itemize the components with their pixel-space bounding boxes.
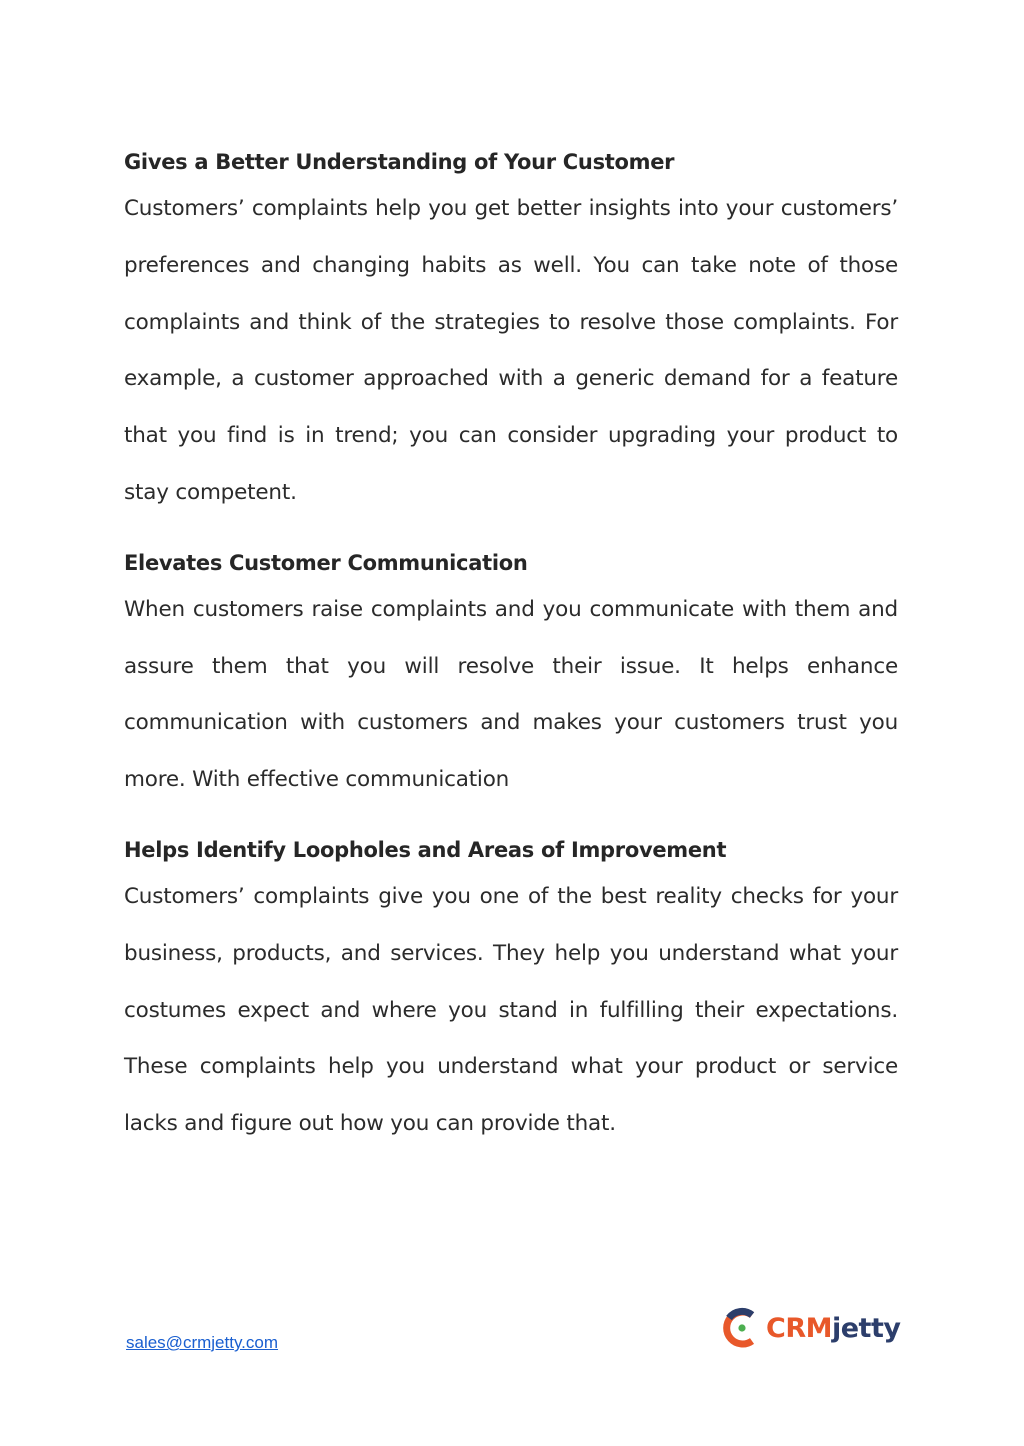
section-paragraph: Customers’ complaints give you one of the best reality checks for your business, products, and services. They help you understand what your costumes expect and where you stand in fulfilling their expectations. These complaints help you understand what your product or service lacks and figure out how you can provide that.	[124, 883, 898, 1137]
email-link[interactable]: sales@crmjetty.com	[126, 1333, 279, 1352]
logo-crm-text: CRM	[766, 1312, 832, 1344]
logo-wordmark	[766, 1313, 900, 1344]
section-heading: Helps Identify Loopholes and Areas of Improvement	[124, 837, 727, 862]
crmjetty-logo-icon	[722, 1306, 758, 1350]
section-heading: Elevates Customer Communication	[124, 550, 528, 575]
logo-jetty-text: jetty	[831, 1312, 901, 1344]
section-heading: Gives a Better Understanding of Your Customer	[124, 150, 675, 174]
section-paragraph: When customers raise complaints and you communicate with them and assure them that you will resolve their issue. It helps enhance communication with customers and makes your customers trust you more. With effective communication	[124, 596, 898, 793]
company-logo	[722, 1306, 900, 1350]
section-paragraph: Customers’ complaints help you get better insights into your customers’ preferences and changing habits as well. You can take note of those complaints and think of the strategies to resolve those complaints. For example, a customer approached with a generic demand for a feature that you find is in trend; you can consider upgrading your product to stay competent.	[124, 196, 898, 505]
document-content	[124, 143, 898, 1175]
